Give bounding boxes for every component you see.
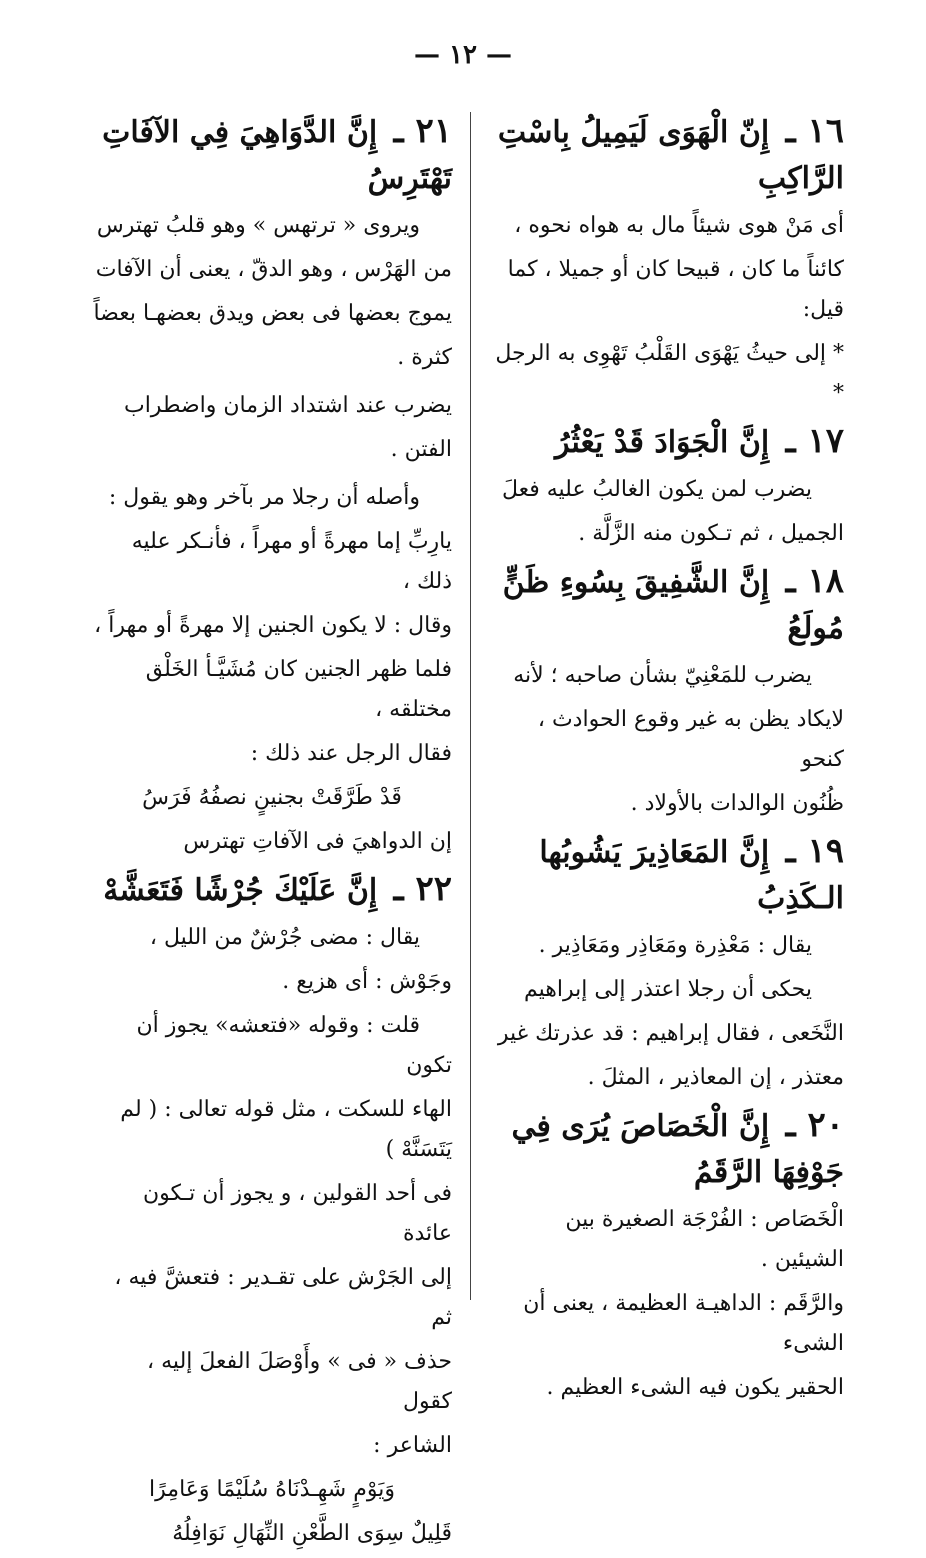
right-column [492,108,844,1412]
entry-line: وقال : لا يكون الجنين إلا مهرةً أو مهراً ، [94,613,452,638]
entry-title [492,418,844,466]
entry-line: يقال : مَعْذِرة ومَعَاذِر ومَعَاذِير . [538,933,812,958]
proverb-text: إِنَّ الْجَوَادَ قَدْ يَعْثُرُ [554,425,770,460]
entry-line: لايكاد يظن به غير وقوع الحوادث ، كنحو [537,707,844,772]
entry-line: حذف « فى » وأَوْصَلَ الفعلَ إليه ، كقول [147,1349,452,1414]
entry-line: كائناً ما كان ، قبيحا كان أو جميلا ، كما قيل: [507,257,844,322]
entry-line: الجميل ، ثم تـكون منه الزَّلَّة . [578,521,844,546]
entry-line: إلى الجَرْش على تقـدير : فتعشَّ فيه ، ثم [114,1265,452,1330]
entry-21 [92,108,452,862]
page-number: — ١٢ — [413,40,513,70]
entry-line: الْخَصَاص : الفُرْجَة الصغيرة بين الشيئين . [565,1207,844,1272]
entry-16 [492,108,844,414]
entry-20 [492,1102,844,1408]
entry-18 [492,558,844,824]
entry-19 [492,828,844,1098]
entry-line: فقال الرجل عند ذلك : [250,741,452,766]
entry-line: الشاعر : [373,1433,452,1458]
entry-line: يضرب للمَعْنِيّ بشأن صاحبه ؛ لأنه [513,663,812,688]
verse-line: قَدْ طَرَّقَتْ بجنينٍ نصفُهُ فَرَسُ [142,785,402,810]
entry-line: والرَّقَم : الداهيـة العظيمة ، يعنى أن الشىء [523,1291,844,1356]
entry-line: الحقير يكون فيه الشىء العظيم . [546,1375,844,1400]
entry-line: يحكى أن رجلا اعتذر إلى إبراهيم [524,977,812,1002]
entry-line: وأصله أن رجلا مر بآخر وهو يقول : [108,485,420,510]
entry-line: وجَوْش : أى هزيع . [282,969,452,994]
entry-title [92,108,452,202]
entry-line: فى أحد القولين ، و يجوز أن تـكون عائدة [142,1181,452,1246]
entry-line: من الهَرْس ، وهو الدقّ ، يعنى أن الآفات [95,257,452,282]
entry-line: ويروى « ترتهس » وهو قلبُ تهترس [96,213,420,238]
left-column [92,108,452,1558]
entry-line: قلت : وقوله «فتعشه» يجوز أن تكون [136,1013,452,1078]
entry-title [492,1102,844,1196]
entry-17 [492,418,844,554]
entry-line: النَّخَعى ، فقال إبراهيم : قد عذرتك غير [497,1021,844,1046]
proverb-text: إِنَّ عَلَيْكَ جُرْشًا فَتَعَشَّهْ [103,873,378,908]
entry-title [492,828,844,922]
entry-line: يموج بعضها فى بعض ويدق بعضهـا بعضاً [93,301,452,326]
verse-line: * إلى حيثُ يَهْوَى القَلْبُ تَهْوِى به الرجل * [495,341,844,406]
entry-line: يضرب لمن يكون الغالبُ عليه فعلَ [501,477,812,502]
entry-line: يقال : مضى جُرْشٌ من الليل ، [149,925,420,950]
verse-line: قَلِيلٌ سِوَى الطَّعْنِ النِّهَالِ نَوَافِلُهُ [172,1521,452,1546]
entry-number: ١٧ ـ [785,421,844,461]
proverb-text: إِنّ الْهَوَى لَيَمِيلُ بِاسْتِ الرَّاكِبِ [497,115,844,196]
entry-line: فلما ظهر الجنين كان مُشَيَّـأ الخَلْق مختلقه ، [145,657,452,722]
proverb-text: إِنَّ الدَّوَاهِيَ فِي الآفَاتِ تَهْتَرِسُ [102,115,452,196]
entry-line: ظُنُون الوالدات بالأولاد . [630,791,844,816]
entry-line: يضرب عند اشتداد الزمان واضطراب [123,393,452,418]
proverb-text: إِنَّ الشَّفِيقَ بِسُوءِ ظَنٍّ مُولَعُ [502,565,844,646]
entry-number: ٢٢ ـ [393,869,452,909]
entry-title [492,108,844,202]
entry-title [92,866,452,914]
entry-22 [92,866,452,1554]
column-divider [470,112,471,1300]
entry-line: أى مَنْ هوى شيئاً مال به هواه نحوه ، [514,213,844,238]
entry-number: ١٩ ـ [785,831,844,871]
entry-line: الهاء للسكت ، مثل قوله تعالى : ( لم يَتَسَنَّهْ ) [120,1097,452,1162]
entry-line: يارِبِّ إما مهرةً أو مهراً ، فأنـكر عليه ذلك ، [131,529,452,594]
entry-line: الفتن . [390,437,452,462]
proverb-text: إِنَّ المَعَاذِيرَ يَشُوبُها الـكَذِبُ [539,835,844,916]
entry-number: ١٦ ـ [785,111,844,151]
entry-number: ٢٠ ـ [785,1105,844,1145]
entry-number: ٢١ ـ [393,111,452,151]
proverb-text: إِنَّ الْخَصَاصَ يُرَى فِي جَوْفِهَا الرَّقَمُ [511,1109,844,1190]
entry-title [492,558,844,652]
verse-line: وَيَوْمٍ شَهِـدْنَاهُ سُلَيْمًا وَعَامِرًا [149,1477,395,1502]
entry-line: معتذر ، إن المعاذير ، المثلَ . [587,1065,844,1090]
entry-number: ١٨ ـ [785,561,844,601]
verse-line: إن الدواهيَ فى الآفاتِ تهترس [183,829,452,854]
entry-line: كثرة . [397,345,452,370]
